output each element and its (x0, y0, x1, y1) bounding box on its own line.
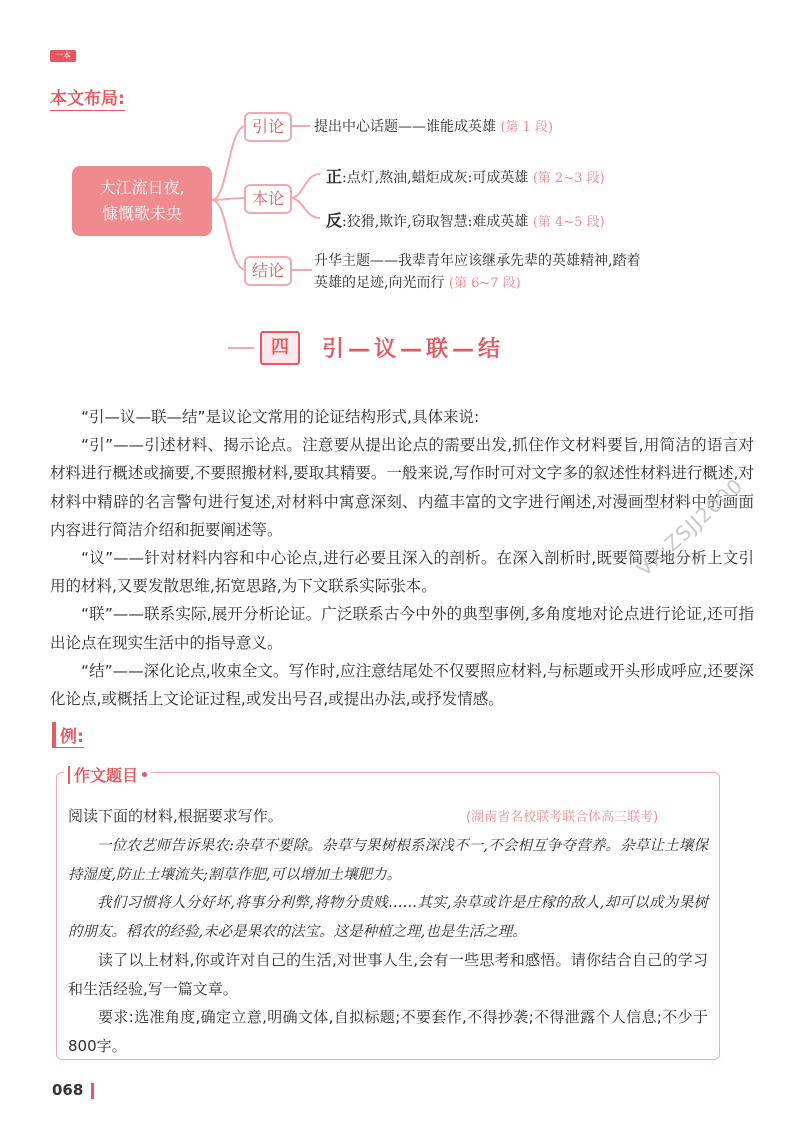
mindmap-center-line1: 大江流日夜, (99, 178, 185, 197)
example-title-dot (142, 772, 147, 777)
conclusion-row (314, 250, 640, 295)
example-source: (湖南省名校联考联合体高三联考) (466, 810, 659, 825)
node-main: 本论 (244, 184, 292, 214)
node-conclusion: 结论 (244, 256, 292, 286)
main-neg-text: :狡猾,欺诈,窃取智慧:难成英雄 (342, 214, 529, 230)
connector-conclusion (212, 200, 246, 270)
example-paragraph: 一位农艺师告诉果农:杂草不要除。杂草与果树根系深浅不一,不会相互争夺营养。杂草让土壤保持湿度,防止土壤流失;割草作肥,可以增加土壤肥力。 (68, 838, 708, 883)
node-intro: 引论 (244, 112, 292, 142)
intro-ref: (第 1 段) (500, 120, 554, 135)
section-ornament-left (226, 338, 256, 358)
body-paragraph: “联”——联系实际,展开分析论证。广泛联系古今中外的典型事例,多角度地对论点进行论证,还可指出论点在现实生活中的指导意义。 (50, 605, 754, 652)
example-paragraph: 读了以上材料,你或许对自己的生活,对世事人生,会有一些思考和感悟。请你结合自己的学习和生活经验,写一篇文章。 (68, 951, 708, 998)
layout-title: 本文布局: (50, 84, 125, 111)
example-paragraph: 要求:选准角度,确定立意,明确文体,自拟标题;不要套作,不得抄袭;不得泄露个人信息;不少于800字。 (68, 1008, 708, 1055)
main-neg-label: 反 (326, 211, 343, 230)
intro-text-row (314, 116, 553, 136)
conclusion-ref: (第 6~7 段) (448, 276, 521, 291)
corner-tag: 一本 (50, 50, 76, 62)
example-body (68, 832, 708, 1060)
intro-text: 提出中心话题——谁能成英雄 (314, 119, 496, 135)
main-neg-ref: (第 4~5 段) (532, 215, 605, 230)
example-title-wrap (64, 763, 151, 786)
example-paragraph: 我们习惯将人分好坏,将事分利弊,将物分贵贱……其实,杂草或许是庄稼的敌人,却可以成为果树的朋友。稻农的经验,未必是果农的法宝。这是种植之理,也是生活之理。 (68, 895, 708, 940)
main-neg-row (326, 208, 605, 231)
main-pos-label: 正 (326, 167, 343, 186)
example-title: 作文题目 (74, 766, 139, 785)
example-title-bar (68, 766, 70, 784)
conclusion-line2: 英雄的足迹,向光而行 (314, 275, 445, 291)
section-number: 四 (260, 331, 300, 365)
watermark: VX:ZSJJ2000 (631, 473, 748, 581)
mindmap-center-line2: 慷慨歌未央 (101, 204, 182, 223)
body-paragraph: “结”——深化论点,收束全文。写作时,应注意结尾处不仅要照应材料,与标题或开头形成呼应,还要深化论点,或概括上文论证过程,或发出号召,或提出办法,或抒发情感。 (50, 661, 754, 709)
example-label: 例: (52, 722, 84, 748)
body-paragraph: “议”——针对材料内容和中心论点,进行必要且深入的剖析。在深入剖析时,既要简要地分析上文引用的材料,又要发散思维,拓宽思路,为下文联系实际张本。 (50, 549, 754, 596)
body-paragraph: “引—议—联—结”是议论文常用的论证结构形式,具体来说: (81, 408, 480, 426)
connector-intro (212, 126, 246, 200)
main-pos-ref: (第 2~3 段) (532, 171, 605, 186)
connector-main-pos (290, 174, 320, 198)
main-pos-text: :点灯,熬油,蜡炬成灰:可成英雄 (342, 170, 529, 186)
conclusion-line1: 升华主题——我辈青年应该继承先辈的英雄精神,踏着 (314, 253, 641, 269)
page-number-bar (91, 1083, 94, 1099)
main-pos-row (326, 164, 605, 187)
connector-main-neg (290, 198, 320, 218)
page-number: 068 (52, 1081, 84, 1099)
example-intro: 阅读下面的材料,根据要求写作。 (68, 807, 283, 825)
section-title: 引—议—联—结 (322, 337, 505, 362)
body-paragraph: “引”——引述材料、揭示论点。注意要从提出论点的需要出发,抓住作文材料要旨,用简洁的语言对材料进行概述或摘要,不要照搬材料,要取其精要。一般来说,写作时可对文字多的叙述性材料进行概述,对材料中精辟的名言警句进行复述,对材料中寓意深刻、内蕴丰富的文字进行阐述,对漫画型材料中的画面内容进行简洁介绍和扼要阐述等。 (50, 436, 754, 539)
mindmap-center (72, 166, 212, 236)
